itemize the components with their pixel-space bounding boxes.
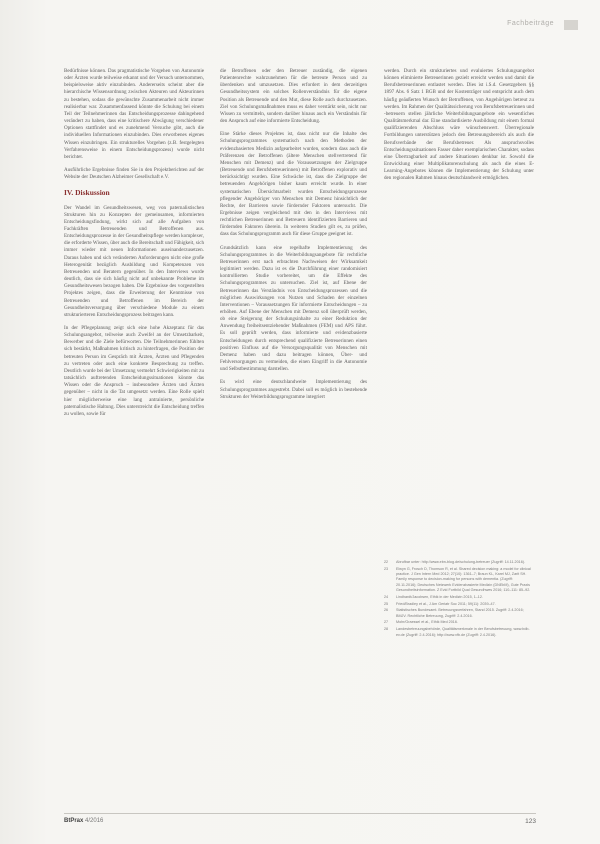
paragraph: Der Wandel im Gesundheitswesen, weg von paternalistischen Strukturen hin zu Konzepten der gemeinsamen, informierten Entscheidungsfindung, wirkt sich auf alle Aufgaben von Fachkräften Betreuenden und Betroffenen aus. Entscheidungsprozesse in der Gesundheitspflege werden komplexer, die erforderte Wissen, über auch die Bereitschaft und Fähigkeit, sich immer wieder mit neuen Informationen auseinanderzusetzen. Daraus haben und sich veränderten Anforderungen nicht eine große Heterogenität bezüglich Ausbildung und Kompetenzen von Betreuenden und Beratern gegenüber. In den Interviews wurde deutlich, dass sie sich häufig nicht auf unbekannte Probleme im Gesundheitswesen bezogen haben. Die Ergebnisse des vorgestellten Projektes zeigen, dass die Erweiterung der Kenntnisse von Betreuenden und Betroffenen im Bereich der Gesundheitsversorgung über verschiedene Module zu einem strukturierteren Entscheidungsprozess beitragen kann. <box>64 204 204 318</box>
paragraph: werden. Durch ein strukturiertes und evaluiertes Schulungsangebot können eliminierte Betreuerinnen gezielt erreicht werden und damit die Berufsbetreuerinnen entlastet werden. Dies ist i.S.d. Gesetzgebers §§ 1897 Abs. 6 Satz 1 BGB und der Kostenträger und entspricht auch dem häufig geäußerten Wunsch der Betroffenen, von Angehörigen betreut zu werden. Im Rahmen der Qualitätssicherung von Berufsbetreuerinnen und -betreuern stellen jährliche Weiterbildungsangebote ein wesentliches Qualitätsmerkmal dar. Eine standardisierte Ausbildung mit einem formal qualifizierenden Abschluss wäre wünschenswert. Überregionale Fortbildungen unterstützen jedoch den Betreuungsbereich als auch die Berufsverbände der Berufsbetreuer. Als anspruchsvolles Entscheidungssituationen Fasser daher exemplarischen Charakter, sodass eine Übertragbarkeit auf andere Situationen denkbar ist. Sowohl die Entwicklung einer Multiplikatorenschulung als auch die eines E-Learning-Angebotes können die Implementierung der Schulung unter den regionalen Rahmen hinaus deutschlandweit ermöglichen. <box>384 68 534 182</box>
running-header: Fachbeiträge <box>507 20 554 27</box>
footnote-number: 22 <box>384 560 389 564</box>
text-column-1 <box>64 68 204 424</box>
footnote-number: 27 <box>384 620 389 625</box>
footnote-text: Fried/Bradley et al., J Am Geriatr Soc 2011; 59(11): 2039–47. <box>396 601 496 606</box>
header-tab-marker <box>564 20 578 30</box>
text-column-3 <box>384 68 534 189</box>
paragraph: die Betroffenen oder den Betreuer zuständig, die eigenen Patientenrechte wahrzunehmen für die betreute Person und zu überdenken und umzusetzen. Dies erfordert in dem derzeitigen Gesundheitssystem ein solches Rollenverständnis für die eigene Position als Betreuende und den Mut, diese Rolle auch durchzusetzen. Ziel von Schulungsmaßnahmen muss es daher verstärkt sein, nicht nur Wissen zu vermitteln, sondern darüber hinaus auch ein Verständnis für den Anspruch auf eine informierte Entscheidung. <box>220 68 367 125</box>
footnotes <box>384 560 534 639</box>
footnote-text: Lindhardt/Jacobsen, Ethik in der Medizin 2015, 1–12. <box>396 594 483 599</box>
footnote <box>384 602 534 607</box>
footnote-number: 24 <box>384 594 389 599</box>
paragraph: Es wird eine deutschlandweite Implementierung des Schulungsprogrammes angestrebt. Dabei soll es möglich in bestehende Strukturen der Weiterbildungsprogramme integriert <box>220 379 367 400</box>
paragraph: In der Pflegeplanung zeigt sich eine hohe Akzeptanz für das Schulungsangebot, teilweise auch Zweifel an der Umsetzbarkeit, Bewerber und die Ziele befürworten. Die Teilnehmerinnen fühlten sich bestärkt, Maßnahmen kritisch zu hinterfragen, die Position der betreuten Person im Gespräch mit Ärzten, Ärzten und Pflegenden zu vertreten oder auch eine konkrete Besprechung zu treffen. Deutlich wurde bei der Umsetzung vermehrt Schwierigkeiten mit zu tatsächlich auftretenden Entscheidungssituationen könnte das Wissen oder die Anspruch – insbesondere Ärzten und Ärzten gegenüber – nicht in die Tat umgesetzt werden. Eine Rolle spielt hier möglicherweise eine lang antrainierte, persönliche paternalistische Haltung. Dies unterstreicht die Entscheidung treffen zu wollen, sowie für <box>64 325 204 417</box>
paragraph: Bedürfnisse können. Das pragmatistische Vorgehen von Autonomie oder Ärzten wurde teilweise erkannt und der Versuch unternommen, beispielsweise aktiv einzubinden. Andererseits scheint aber die hierarchische Wissensordnung zwischen Akteuren und Akteurinnen zu bestehen, sodass die gewünschte Zusammenarbeit nicht immer realisierbar war. Zusammenfassend könnte die Schulung bei einem Teil der Teilnehmerinnen das Entscheidungsprozesse dahingehend verändert zu haben, dass eine kritischere Abwägung verschiedener Optionen stattfindet und es zunehmend Versuche gibt, auch die individuellen Informationen einzubinden. Dies erworbenes eigenes Wissen einzubringen. Ein strukturelles Vorgehen (z.B. festgelegten Verfahrensweise in einem Entscheidungsprozess) wurde nicht berichtet. <box>64 68 204 160</box>
footnote-number: 23 <box>384 566 389 571</box>
footnote-text: Elwyn G, Frosch D, Thomson R, et al. Shared decision making: a model for clinical practice. J Gen Intern Med 2012; 27(10): 1361–7; Braun KL, Karel MJ, Zarit SH. Family response to decision-making for persons with dementia. (Zugriff: 20.11.2016); Deutsches Netzwerk Evidenzbasierte Medizin (DNEbM), Gute Praxis Gesundheitsinformation. Z Evid Fortbild Qual Gesundhwes 2016; 110–111: 85–92. <box>396 566 531 592</box>
footnote <box>384 627 534 638</box>
footnote-text: Landesbetreuungsbehörde, Qualitätsmerkmale in der Berufsbetreuung, www.bdb-ev.de (Zugriff: 2.4.2016); http://www.vfb.de (Zugriff: 2.4.2016). <box>396 627 530 637</box>
footnote <box>384 620 534 625</box>
journal-title: BtPrax <box>64 818 84 824</box>
section-heading: IV. Diskussion <box>64 188 110 198</box>
footnote <box>384 608 534 619</box>
paragraph: Eine Stärke dieses Projektes ist, dass nicht nur die Inhalte des Schulungsprogrammes systematisch nach den Methoden der evidenzbasierten Medizin aufgearbeitet wurden, sondern dass auch die Präferenzen der Betroffenen (ältere Menschen stellvertretend für Menschen mit Demenz) und die Voraussetzungen der Zielgruppe (Betreuende und Berufsbetreuerinnen) mit Betroffenen explorativ und berücksichtigt wurden. Eine Schwäche ist, dass die Zielgruppe der betreuenden Angehörigen bisher kaum erreicht wurde. In einer systematischen Übersichtsarbeit wurden Entscheidungsprozesse pflegender Angehöriger von Menschen mit Demenz hinsichtlich der Rechte, der Barrieren sowie fördernder Faktoren untersucht. Die Ergebnisse zeigen vergleichend mit den in den Interviews mit rechtlichen Betreuerinnen und Betreuern identifizierten Barrieren und fördernden Faktoren überein. In weiteren Studien gilt es, zu prüfen, dass das Schulungsprogramm auch für diese Gruppe geeignet ist. <box>220 131 367 238</box>
journal-issue: 4/2016 <box>85 818 104 824</box>
text-column-2 <box>220 68 367 407</box>
footnote-number: 28 <box>384 627 389 632</box>
footnote-text: Mohr/Graessel et al., Ethik Med 2016. <box>396 620 458 625</box>
footnote-text: Abrufbar unter: http://www.ebn-blog.de/schulung-betreuer (Zugriff: 14.11.2016). <box>396 560 525 564</box>
page-number: 123 <box>525 818 536 825</box>
footnote <box>384 560 534 565</box>
journal-name <box>64 818 103 824</box>
footnote-number: 26 <box>384 608 389 613</box>
footnote <box>384 567 534 593</box>
footnote-text: Statistisches Bundesamt. Betreuungsverfahren, Stand 2015. Zugriff: 2.4.2016; BMJV. Rechtliche Betreuung, Zugriff: 2.4.2016. <box>396 608 524 618</box>
footnote <box>384 595 534 600</box>
footer-divider <box>64 813 536 814</box>
footnote-number: 25 <box>384 601 389 606</box>
paragraph: Ausführliche Ergebnisse finden Sie in den Projektberichten auf der Website der Deutschen Alzheimer Gesellschaft e.V. <box>64 167 204 181</box>
paragraph: Grundsätzlich kann eine regelhafte Implementierung des Schulungsprogrammes in die Weiterbildungsangebote für rechtliche Betreuerinnen erst nach erbrachten Nachweisen der Wirksamkeit legitimiert werden. Dazu ist es die Durchführung einer randomisiert kontrollierten Studie vorbereitet, um die Effekte des Schulungsprogrammes zu untersuchen. Ziel ist, auf Ebene der Betreuerinnen das Verständnis von Entscheidungsprozessen und die möglichen Auswirkungen von Nutzen und Schaden der einzelnen Interventionen – Voraussetzungen für informierte Entscheidungen – zu erhöhen. Auf Ebene der Menschen mit Demenz soll überprüft werden, ob eine Steigerung der Schulungsinhalte zu einer Reduktion der Anwendung freiheitsentziehender Maßnahmen (FEM) und APS führt. Es soll geprüft werden, dass informierte und evidenzbasierte Entscheidungen durch entsprechend qualifizierte Betreuerinnen einen positiven Einfluss auf die Versorgungsqualität von Menschen mit Demenz haben und dazu beitragen können, Über- und Fehlversorgungen zu vermeiden, die einen Eingriff in die Autonomie und Selbstbestimmung darstellen. <box>220 244 367 373</box>
